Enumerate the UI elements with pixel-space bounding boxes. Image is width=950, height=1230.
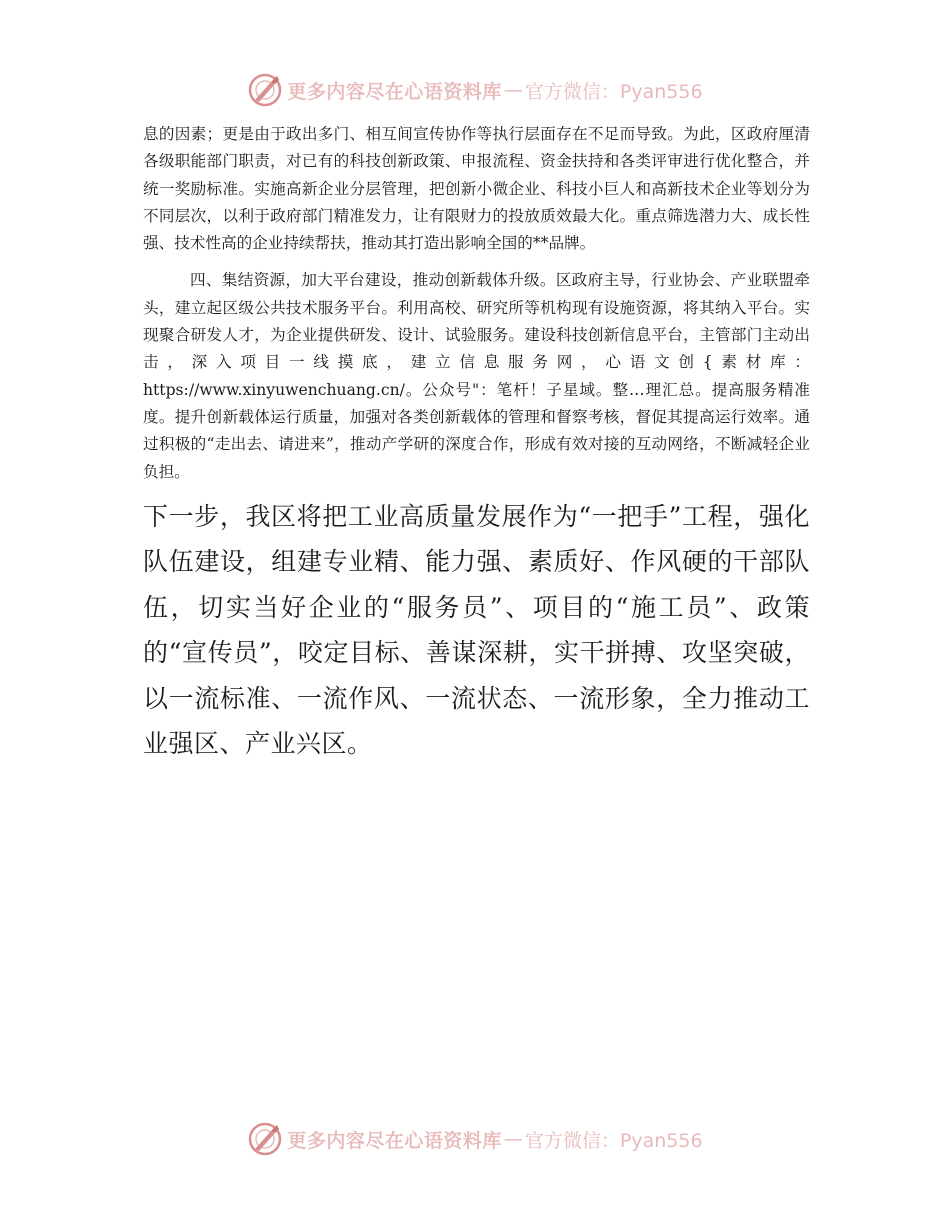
footer-banner-separator: — <box>503 1128 523 1150</box>
footer-contact: 官方微信：Pyan556 <box>524 1129 703 1152</box>
paragraph-2: 四、集结资源，加大平台建设，推动创新载体升级。区政府主导，行业协会、产业联盟牵头，建立起区级公共技术服务平台。利用高校、研究所等机构现有设施资源，将其纳入平台。实现聚合研发人才，为企业提供研发、设计、试验服务。建设科技创新信息平台，主管部门主动出击，深入项目一线摸底，建立信息服务网，心语文创{素材库：https://www.xinyuwenchuang.cn/。公众号"：笔杆！子星域。整…理汇总。提高服务精准度。提升创新载体运行质量，加强对各类创新载体的管理和督察考核，督促其提高运行效率。通过积极的“走出去、请进来”，推动产学研的深度合作，形成有效对接的互动网络，不断减轻企业负担。 <box>143 271 810 481</box>
pen-logo-icon <box>247 1121 283 1157</box>
header-banner <box>0 70 950 110</box>
header-banner-text: 更多内容尽在心语资料库 <box>287 80 502 103</box>
footer-banner <box>0 1119 950 1159</box>
document-body <box>143 121 810 767</box>
paragraph-3: 下一步，我区将把工业高质量发展作为“一把手”工程，强化队伍建设，组建专业精、能力强、素质好、作风硬的干部队伍，切实当好企业的“服务员”、项目的“施工员”、政策的“宣传员”，咬定目标、善谋深耕，实干拼搏、攻坚突破，以一流标准、一流作风、一流状态、一流形象，全力推动工业强区、产业兴区。 <box>143 501 810 759</box>
pen-logo-icon <box>247 72 283 108</box>
header-contact: 官方微信：Pyan556 <box>524 80 703 103</box>
header-banner-separator: — <box>503 79 523 101</box>
paragraph-1: 息的因素；更是由于政出多门、相互间宣传协作等执行层面存在不足而导致。为此，区政府厘清各级职能部门职责，对已有的科技创新政策、申报流程、资金扶持和各类评审进行优化整合，并统一奖励标准。实施高新企业分层管理，把创新小微企业、科技小巨人和高新技术企业等划分为不同层次，以利于政府部门精准发力，让有限财力的投放质效最大化。重点筛选潜力大、成长性强、技术性高的企业持续帮扶，推动其打造出影响全国的**品牌。 <box>143 125 810 253</box>
footer-banner-text: 更多内容尽在心语资料库 <box>287 1129 502 1152</box>
